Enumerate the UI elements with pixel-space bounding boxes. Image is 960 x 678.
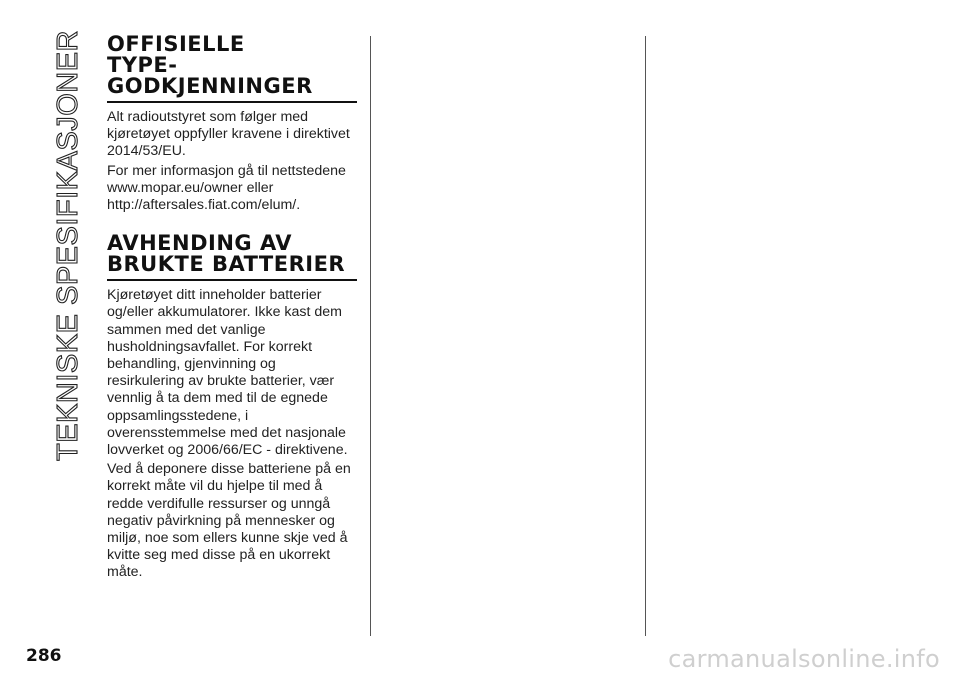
heading-line: AVHENDING AV: [107, 231, 293, 256]
heading-underline: [107, 279, 357, 281]
section-battery-disposal: [107, 233, 357, 581]
heading-underline: [107, 101, 357, 103]
heading-line: GODKJENNINGER: [107, 74, 313, 98]
page-number: 286: [26, 646, 62, 666]
section-type-approval: [107, 34, 357, 214]
paragraph: Alt radioutstyret som følger med kjøretøyet oppfyller kravene i direktivet 2014/53/EU.: [107, 109, 350, 160]
section-heading-type-approval: [107, 34, 357, 97]
heading-line: TYPE-: [107, 53, 178, 77]
column-divider: [645, 36, 646, 636]
column-divider: [370, 36, 371, 636]
section-heading-battery-disposal: [107, 233, 357, 275]
content-column: [107, 34, 357, 582]
heading-line: BRUKTE BATTERIER: [107, 252, 346, 277]
paragraph: Kjøretøyet ditt inneholder batterier og/eller akkumulatorer. Ikke kast dem sammen med det vanlige husholdningsavfallet. For korrekt behandling, gjenvinning og resirkulering av brukte batterier, vær vennlig å ta dem med til de egnede oppsamlingsstedene, i overensstemmelse med det nasjonale lovverket og 2006/66/EC - direktivene.: [107, 287, 348, 459]
watermark: carmanualsonline.info: [668, 645, 940, 673]
chapter-side-tab: TEKNISKE SPESIFIKASJONER: [52, 30, 84, 461]
paragraph: For mer informasjon gå til nettstedene www.mopar.eu/owner eller http://aftersales.fiat.com/elum/.: [107, 162, 346, 214]
paragraph: Ved å deponere disse batteriene på en korrekt måte vil du hjelpe til med å redde verdifulle ressurser og unngå negativ påvirkning på mennesker og miljø, noe som ellers kunne skje ved å kvitte seg med disse på en ukorrekt måte.: [107, 461, 351, 581]
heading-line: OFFISIELLE: [107, 32, 245, 56]
